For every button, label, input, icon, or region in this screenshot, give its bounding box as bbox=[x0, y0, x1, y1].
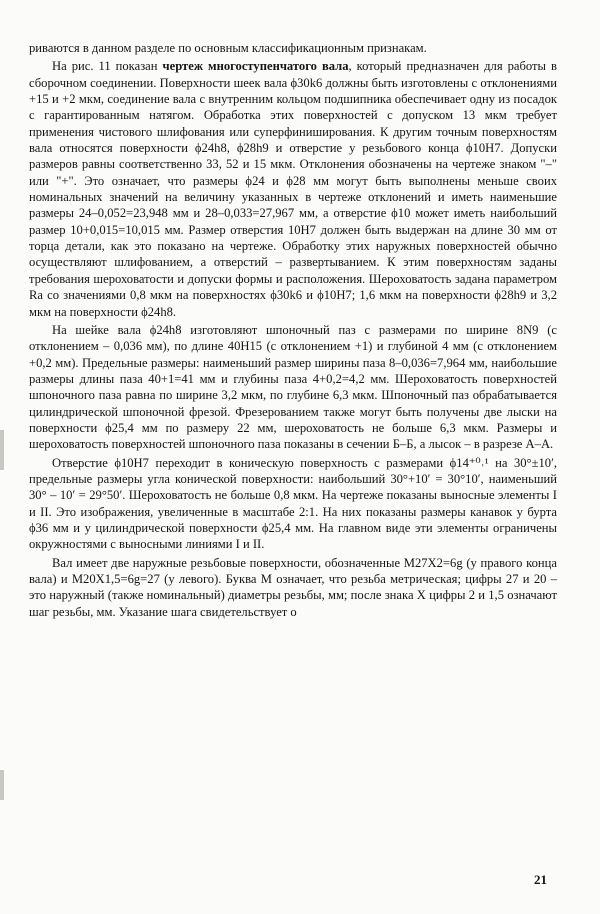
paragraph bbox=[29, 322, 557, 453]
text-run: риваются в данном разделе по основным классификационным признакам. bbox=[29, 41, 427, 55]
text-run-bold: чертеж многоступенчатого вала bbox=[162, 59, 349, 74]
left-edge-mark bbox=[0, 770, 4, 800]
paragraph bbox=[29, 555, 557, 620]
text-run: На шейке вала ϕ24h8 изготовляют шпоночный паз с размерами по ширине 8N9 (с отклонением – 0,036 мм), по длине 40H15 (с отклонением +1) и глубиной 4 мм (с отклонением +0,2 мм). Предельные размеры: наименьший размер ширины паза 8–0,036=7,964 мм, наибольшие размеры длины паза 40+1=41 мм и глубины паза 4+0,2=4,2 мм. Шероховатость поверхностей шпоночного паза равна по ширине 3,2 мкм, по глубине 6,3 мкм. Шпоночный паз обрабатывается цилиндрической шпоночной фрезой. Фрезерованием также могут быть получены две лыски на поверхности ϕ25,4 мм по размеру 22 мм, шероховатость не больше 6,3 мкм. Размеры и шероховатость поверхностей шпоночного паза показаны в сечении Б–Б, а лысок – в разрезе А–А. bbox=[29, 322, 557, 452]
text-run: Отверстие ϕ10H7 переходит в коническую поверхность с размерами ϕ14⁺⁰˒¹ на 30°±10′, предельные размеры угла конической поверхности: наибольший 30°+10′ = 30°10′, наименьший 30° – 10′ = 29°50′. Шероховатость не больше 0,8 мкм. На чертеже показаны выносные элементы I и II. Это изображения, увеличенные в масштабе 2:1. На них показаны размеры канавок у бурта ϕ36 мм и у цилиндрической поверхности ϕ25,4 мм. На главном виде эти элементы ограничены окружностями с выносными линиями I и II. bbox=[29, 455, 557, 552]
paragraph bbox=[29, 58, 557, 320]
body-text bbox=[29, 40, 557, 620]
page-number: 21 bbox=[534, 872, 547, 887]
left-edge-mark bbox=[0, 430, 4, 470]
text-run: На рис. 11 показан bbox=[52, 59, 163, 74]
text-run: , который предназначен для работы в сборочном соединении. Поверхности шеек вала ϕ30k6 должны быть изготовлены с отклонениями +15 и +2 мкм, соединение вала с внутренним кольцом подшипника обеспечивает одну из посадок с гарантированным натягом. Обработка этих поверхностей с допуском 13 мкм требует применения чистового шлифования или суперфиниширования. К другим точным поверхностям вала относятся поверхности ϕ24h8, ϕ28h9 и отверстие у резьбового конца ϕ10H7. Допуски размеров равны соответственно 33, 52 и 15 мкм. Отклонения обозначены на чертеже знаком "–" или "+". Это означает, что размеры ϕ24 и ϕ28 мм могут быть выполнены меньше своих номинальных значений на величину указанных в чертеже отклонений и иметь наименьшие размеры 24–0,052=23,948 мм и 28–0,033=27,967 мм, а отверстие ϕ10 может иметь наибольший размер 10+0,015=10,015 мм. Размер отверстия 10H7 должен быть выдержан на длине 30 мм от торца детали, как это показано на чертеже. Обработку этих наружных поверхностей обычно осуществляют шлифованием, а отверстий – развертыванием. К этим поверхностям заданы требования шероховатости и допуски формы и расположения. Шероховатость задана параметром Ra со значениями 0,8 мкм на поверхностях ϕ30k6 и ϕ10H7; 1,6 мкм на поверхности ϕ28h9 и 3,2 мкм на поверхности ϕ24h8. bbox=[29, 59, 557, 319]
paragraph bbox=[29, 40, 557, 56]
text-run: Вал имеет две наружные резьбовые поверхности, обозначенные M27X2=6g (у правого конца вала) и M20X1,5=6g=27 (у левого). Буква M означает, что резьба метрическая; цифры 27 и 20 – это наружный (также номинальный) диаметры резьбы, мм; после знака X цифры 2 и 1,5 означают шаг резьбы, мм. Указание шага свидетельствует о bbox=[29, 555, 557, 619]
paragraph bbox=[29, 455, 557, 553]
